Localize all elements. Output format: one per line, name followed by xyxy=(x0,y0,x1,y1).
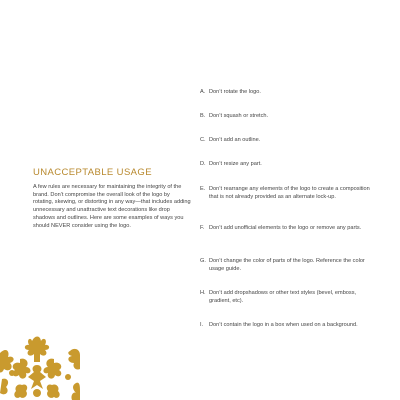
rule-text: Don’t add an outline. xyxy=(209,137,261,143)
rule-letter: E. xyxy=(200,186,206,192)
rule-text: Don’t resize any part. xyxy=(209,161,262,167)
rule-text: Don’t add dropshadows or other text styles (bevel, emboss, gradient, etc). xyxy=(209,290,357,304)
rule-text: Don’t change the color of parts of the logo. Reference the color usage guide. xyxy=(209,258,365,272)
rule-item xyxy=(200,186,370,201)
rule-letter: A. xyxy=(200,89,206,95)
rule-item xyxy=(200,258,370,273)
rule-text: Don’t rotate the logo. xyxy=(209,89,261,95)
rule-letter: F. xyxy=(200,225,205,231)
rule-text: Don’t add unofficial elements to the logo or remove any parts. xyxy=(209,225,362,231)
rule-letter: H. xyxy=(200,290,206,296)
rule-letter: I. xyxy=(200,322,204,328)
rule-item xyxy=(200,137,370,145)
rule-item xyxy=(200,290,370,305)
rule-item xyxy=(200,322,370,330)
rule-letter: D. xyxy=(200,161,206,167)
rule-item xyxy=(200,89,370,97)
rule-letter: B. xyxy=(200,113,206,119)
rule-text: Don’t contain the logo in a box when used on a background. xyxy=(209,322,358,328)
rule-item xyxy=(200,225,370,233)
rule-text: Don’t squash or stretch. xyxy=(209,113,269,119)
rule-item xyxy=(200,161,370,169)
section-title: UNACCEPTABLE USAGE xyxy=(33,167,152,178)
rule-letter: G. xyxy=(200,258,206,264)
rule-item xyxy=(200,113,370,121)
rule-letter: C. xyxy=(200,137,206,143)
floral-ornament-icon xyxy=(0,335,80,400)
intro-paragraph: A few rules are necessary for maintaining the integrity of the brand. Don’t compromise the overall look of the logo by rotating, skewing, or distorting in any way—that includes adding unnecessary and unattractive text decorations like drop shadows and outlines. Here are some examples of ways you should NEVER consider using the logo. xyxy=(33,184,191,229)
rule-text: Don’t rearrange any elements of the logo to create a composition that is not already provided as an alternate lock-up. xyxy=(209,186,370,200)
